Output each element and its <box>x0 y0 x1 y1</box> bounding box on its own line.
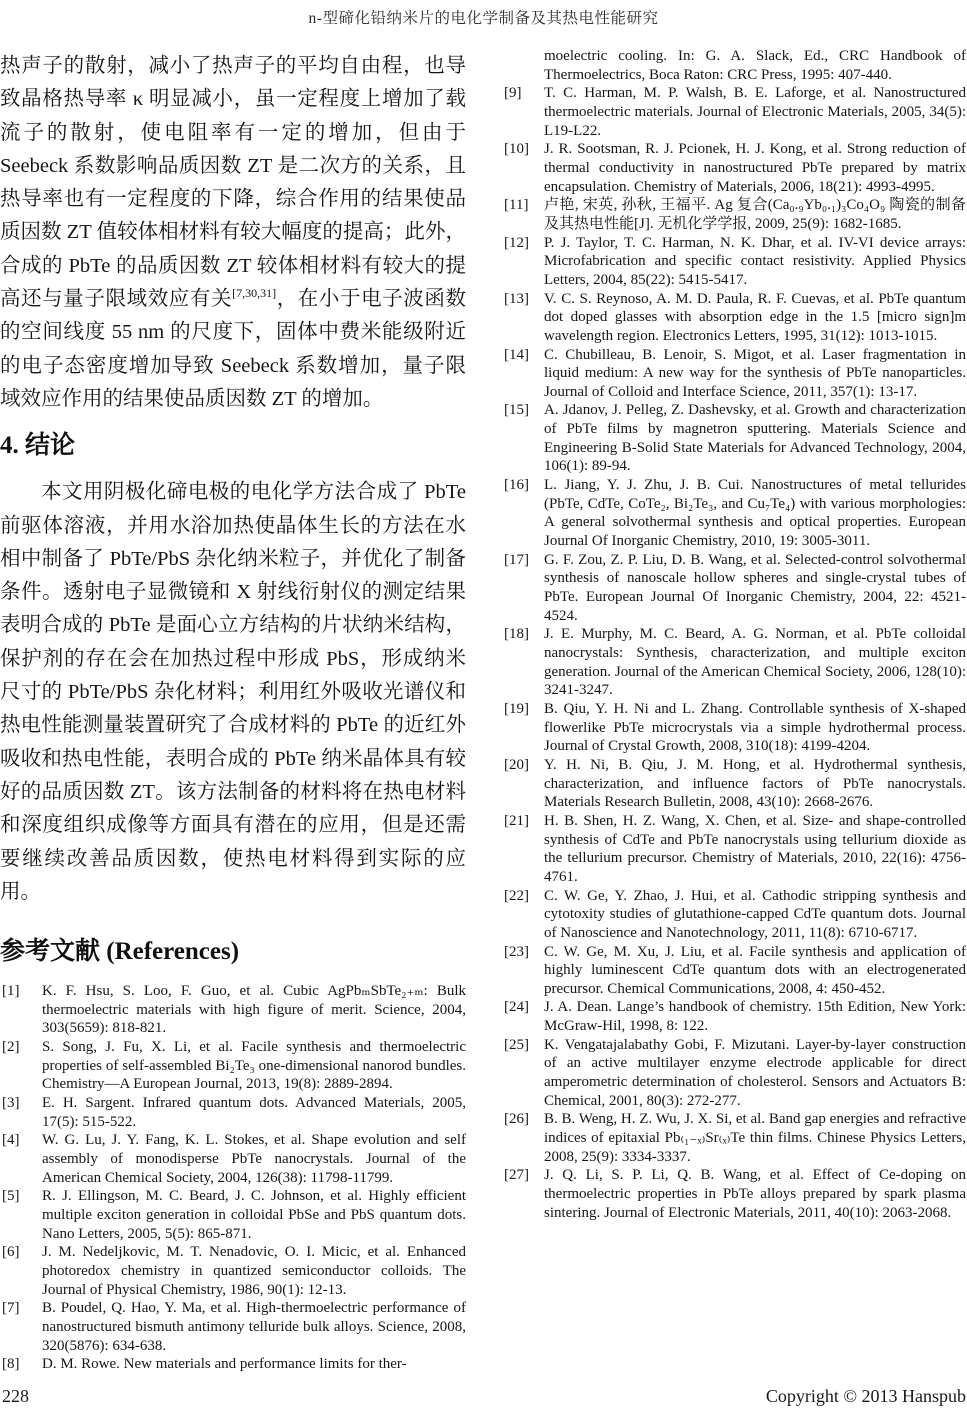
reference-text: C. Chubilleau, B. Lenoir, S. Migot, et al. Laser fragmentation in liquid medium: A new way for the synthesis of PbTe nanoparticles. Journal of Colloid and Interface Science, 2011, 357(1): 13-17. <box>544 346 966 400</box>
reference-number: [17] <box>504 551 529 568</box>
conclusion-section-heading: 4. 结论 <box>0 432 76 460</box>
reference-number: [12] <box>504 234 529 251</box>
references-list-right <box>502 84 966 1222</box>
copyright-notice: Copyright © 2013 Hanspub <box>765 1386 966 1406</box>
reference-item <box>502 401 966 476</box>
left-column <box>0 50 466 1374</box>
reference-number: [14] <box>504 346 529 363</box>
reference-item <box>502 1110 966 1166</box>
reference-number: [20] <box>504 756 529 773</box>
reference-number: [4] <box>2 1132 20 1149</box>
reference-number: [27] <box>504 1167 529 1184</box>
reference-text: J. M. Nedeljkovic, M. T. Nenadovic, O. I. Micic, et al. Enhanced photoredox chemistry in quantized semiconductor colloids. The Journal of Physical Chemistry, 1986, 90(1): 12-13. <box>42 1244 466 1298</box>
reference-item <box>502 943 966 999</box>
reference-number: [10] <box>504 141 529 158</box>
page-header-title: n-型碲化铅纳米片的电化学制备及其热电性能研究 <box>308 10 659 27</box>
reference-number: [5] <box>2 1188 20 1205</box>
reference-text: K. Vengatajalabathy Gobi, F. Mizutani. Layer-by-layer construction of an active multilayer enzyme electrode applicable for direct amperometric determination of cholesterol. Sensors and Actuators B: Chemical, 2001, 80(3): 272-277. <box>544 1036 966 1109</box>
reference-text: P. J. Taylor, T. C. Harman, N. K. Dhar, et al. IV-VI device arrays: Microfabrication and specific contact resistivity. Applied Physics Letters, 2004, 85(22): 5415-5417. <box>544 234 966 288</box>
reference-item <box>502 196 966 233</box>
reference-item <box>502 998 966 1035</box>
reference-item <box>502 476 966 551</box>
reference-item <box>502 1166 966 1222</box>
reference-text: B. B. Weng, H. Z. Wu, J. X. Si, et al. Band gap energies and refractive indices of epitaxial Pb₍₁₋ₓ₎Sr₍ₓ₎Te thin films. Chinese Physics Letters, 2008, 25(9): 3334-3337. <box>544 1111 966 1165</box>
reference-text: J. R. Sootsman, R. J. Pcionek, H. J. Kong, et al. Strong reduction of thermal conductivity in nanostructured PbTe prepared by matrix encapsulation. Chemistry of Materials, 2006, 18(21): 4993-4995. <box>544 141 966 195</box>
reference-item <box>502 812 966 887</box>
reference-text: J. A. Dean. Lange’s handbook of chemistry. 15th Edition, New York: McGraw-Hil, 1998, 8: 122. <box>544 999 966 1035</box>
reference-item <box>0 1299 466 1355</box>
reference-number: [24] <box>504 999 529 1016</box>
reference-text: G. F. Zou, Z. P. Liu, D. B. Wang, et al. Selected-control solvothermal synthesis of nanoscale hollow spheres and single-crystal tubes of PbTe. European Journal Of Inorganic Chemistry, 2004, 22: 4521-4524. <box>544 551 966 624</box>
reference-text: T. C. Harman, M. P. Walsh, B. E. Laforge, et al. Nanostructured thermoelectric materials. Journal of Electronic Materials, 2005, 34(5): L19-L22. <box>544 85 966 139</box>
reference-item <box>502 290 966 346</box>
reference-text: L. Jiang, Y. J. Zhu, J. B. Cui. Nanostructures of metal tellurides (PbTe, CdTe, CoTe₂, Bi₂Te₃, and Cu₇Te₄) with various morphologies: A general solvothermal synthesis and optical properties. European Journal Of Inorganic Chemistry, 2010, 19: 3005-3011. <box>544 477 966 550</box>
citation-superscript: [7,30,31] <box>232 286 277 301</box>
reference-number: [25] <box>504 1036 529 1053</box>
reference-text: C. W. Ge, M. Xu, J. Liu, et al. Facile synthesis and application of highly luminescent CdTe quantum dots with an electrogenerated precursor. Chemical Communications, 2008, 4: 450-452. <box>544 943 966 997</box>
reference-number: [18] <box>504 626 529 643</box>
reference-item <box>502 234 966 290</box>
reference-text: C. W. Ge, Y. Zhao, J. Hui, et al. Cathodic stripping synthesis and cytotoxity studies of glutathione-capped CdTe quantum dots. Journal of Nanoscience and Nanotechnology, 2011, 11(8): 6710-6717. <box>544 887 966 941</box>
reference-text: J. Q. Li, S. P. Li, Q. B. Wang, et al. Effect of Ce-doping on thermoelectric properties in PbTe alloys prepared by spark plasma sintering. Journal of Electronic Materials, 2011, 40(10): 2063-2068. <box>544 1167 966 1221</box>
references-list-left <box>0 982 466 1374</box>
reference-number: [22] <box>504 887 529 904</box>
reference-text: D. M. Rowe. New materials and performance limits for ther- <box>42 1356 407 1373</box>
reference-item <box>0 1131 466 1187</box>
reference-number: [26] <box>504 1111 529 1128</box>
reference-item <box>0 1243 466 1299</box>
reference-text: W. G. Lu, J. Y. Fang, K. L. Stokes, et al. Shape evolution and self assembly of monodisperse PbTe nanocrystals. Journal of the American Chemical Society, 2004, 126(38): 11798-11799. <box>42 1132 466 1186</box>
reference-number: [23] <box>504 943 529 960</box>
reference-item <box>502 1036 966 1111</box>
reference-number: [1] <box>2 983 20 1000</box>
reference-text: B. Poudel, Q. Hao, Y. Ma, et al. High-thermoelectric performance of nanostructured bismuth antimony telluride bulk alloys. Science, 2008, 320(5876): 634-638. <box>42 1300 466 1354</box>
reference-item <box>0 982 466 1038</box>
reference-item <box>0 1187 466 1243</box>
reference-item <box>0 1355 466 1374</box>
reference-item <box>0 1038 466 1094</box>
reference-item <box>502 756 966 812</box>
continued-body-paragraph <box>0 50 466 416</box>
reference-number: [19] <box>504 700 529 717</box>
reference-text: B. Qiu, Y. H. Ni and L. Zhang. Controllable synthesis of X-shaped flowerlike PbTe microcrystals via a simple hydrothermal process. Journal of Crystal Growth, 2008, 310(18): 4199-4204. <box>544 700 966 755</box>
reference-number: [15] <box>504 402 529 419</box>
reference-text: K. F. Hsu, S. Loo, F. Guo, et al. Cubic AgPbₘSbTe₂₊ₘ: Bulk thermoelectric materials with high figure of merit. Science, 2004, 303(5659): 818-821. <box>42 983 466 1037</box>
reference-text: R. J. Ellingson, M. C. Beard, J. C. Johnson, et al. Highly efficient multiple exciton generation in colloidal PbSe and PbS quantum dots. Nano Letters, 2005, 5(5): 865-871. <box>42 1188 466 1242</box>
right-column <box>502 47 966 1222</box>
reference-item <box>502 700 966 756</box>
reference-8-continuation: moelectric cooling. In: G. A. Slack, Ed., CRC Handbook of Thermoelectrics, Boca Raton: CRC Press, 1995: 407-440. <box>544 48 966 83</box>
reference-text: E. H. Sargent. Infrared quantum dots. Advanced Materials, 2005, 17(5): 515-522. <box>42 1095 466 1130</box>
reference-number: [16] <box>504 477 529 494</box>
reference-text: 卢艳, 宋英, 孙秋, 王福平. Ag 复合(Ca₀.₉Yb₀.₁)₃Co₄O₉ 陶瓷的制备及其热电性能[J]. 无机化学学报, 2009, 25(9): 1682-1685. <box>544 197 966 232</box>
reference-text: Y. H. Ni, B. Qiu, J. M. Hong, et al. Hydrothermal synthesis, characterization, and influence factors of PbTe nanocrystals. Materials Research Bulletin, 2008, 43(10): 2668-2676. <box>544 756 966 811</box>
reference-number: [7] <box>2 1300 20 1317</box>
reference-item <box>502 887 966 943</box>
reference-number: [13] <box>504 290 529 307</box>
reference-item <box>502 346 966 402</box>
reference-text: S. Song, J. Fu, X. Li, et al. Facile synthesis and thermoelectric properties of self-assembled Bi₂Te₃ one-dimensional nanorod bundles. Chemistry—A European Journal, 2013, 19(8): 2889-2894. <box>42 1039 466 1093</box>
reference-number: [2] <box>2 1039 20 1056</box>
paragraph-text-after-citation: ，在小于电子波函数的空间线度 55 nm 的尺度下，固体中费米能级附近的电子态密度增加导致 Seebeck 系数增加，量子限域效应作用的结果使品质因数 ZT 的增加。 <box>0 288 467 410</box>
reference-item <box>502 625 966 700</box>
reference-item <box>502 140 966 196</box>
reference-number: [9] <box>504 85 522 102</box>
reference-text: V. C. S. Reynoso, A. M. D. Paula, R. F. Cuevas, et al. PbTe quantum dot doped glasses with absorption edge in the 1.5 [micro sign]m wavelength region. Electronics Letters, 1995, 31(12): 1013-1015. <box>544 290 966 344</box>
reference-text: A. Jdanov, J. Pelleg, Z. Dashevsky, et al. Growth and characterization of PbTe films by magnetron sputtering. Materials Science and Engineering B-Solid State Materials for Advanced Technology, 2004, 106(1): 89-94. <box>544 402 966 475</box>
reference-text: J. E. Murphy, M. C. Beard, A. G. Norman, et al. PbTe colloidal nanocrystals: Synthesis, characterization, and multiple exciton generation. Journal of the American Chemical Society, 2006, 128(10): 3241-3247. <box>544 626 966 699</box>
reference-number: [21] <box>504 812 529 829</box>
reference-number: [11] <box>504 197 529 214</box>
paragraph-text-before-citation: 热声子的散射，减小了热声子的平均自由程，也导致晶格热导率 κ 明显减小，虽一定程度上增加了载流子的散射，使电阻率有一定的增加，但由于 Seebeck 系数影响品质因数 ZT 是二次方的关系，且热导率也有一定程度的下降，综合作用的结果使品质因数 ZT 值较体相材料有较大幅度的提高；此外，合成的 PbTe 的品质因数 ZT 较体相材料有较大的提高还与量子限域效应有关 <box>0 55 466 311</box>
running-header <box>0 6 967 28</box>
reference-item <box>0 1094 466 1131</box>
references-heading: 参考文献 (References) <box>0 938 240 966</box>
reference-number: [3] <box>2 1095 20 1112</box>
reference-item <box>502 84 966 140</box>
conclusion-paragraph: 本文用阴极化碲电极的电化学方法合成了 PbTe 前驱体溶液，并用水浴加热使晶体生长的方法在水相中制备了 PbTe/PbS 杂化纳米粒子，并优化了制备条件。透射电子显微镜和 X 射线衍射仪的测定结果表明合成的 PbTe 是面心立方结构的片状纳米结构，保护剂的存在会在加热过程中形成 PbS，形成纳米尺寸的 PbTe/PbS 杂化材料；利用红外吸收光谱仪和热电性能测量装置研究了合成材料的 PbTe 的近红外吸收和热电性能，表明合成的 PbTe 纳米晶体具有较好的品质因数 ZT。该方法制备的材料将在热电材料和深度组织成像等方面具有潜在的应用，但是还需要继续改善品质因数，使热电材料得到实际的应用。 <box>0 481 466 903</box>
page-number: 228 <box>2 1386 29 1406</box>
reference-text: H. B. Shen, H. Z. Wang, X. Chen, et al. Size- and shape-controlled synthesis of CdTe and PbTe nanocrystals using tellurium dioxide as the tellurium precursor. Chemistry of Materials, 2010, 22(16): 4756-4761. <box>544 812 966 885</box>
reference-number: [6] <box>2 1244 20 1261</box>
reference-item <box>502 551 966 626</box>
reference-number: [8] <box>2 1356 20 1373</box>
